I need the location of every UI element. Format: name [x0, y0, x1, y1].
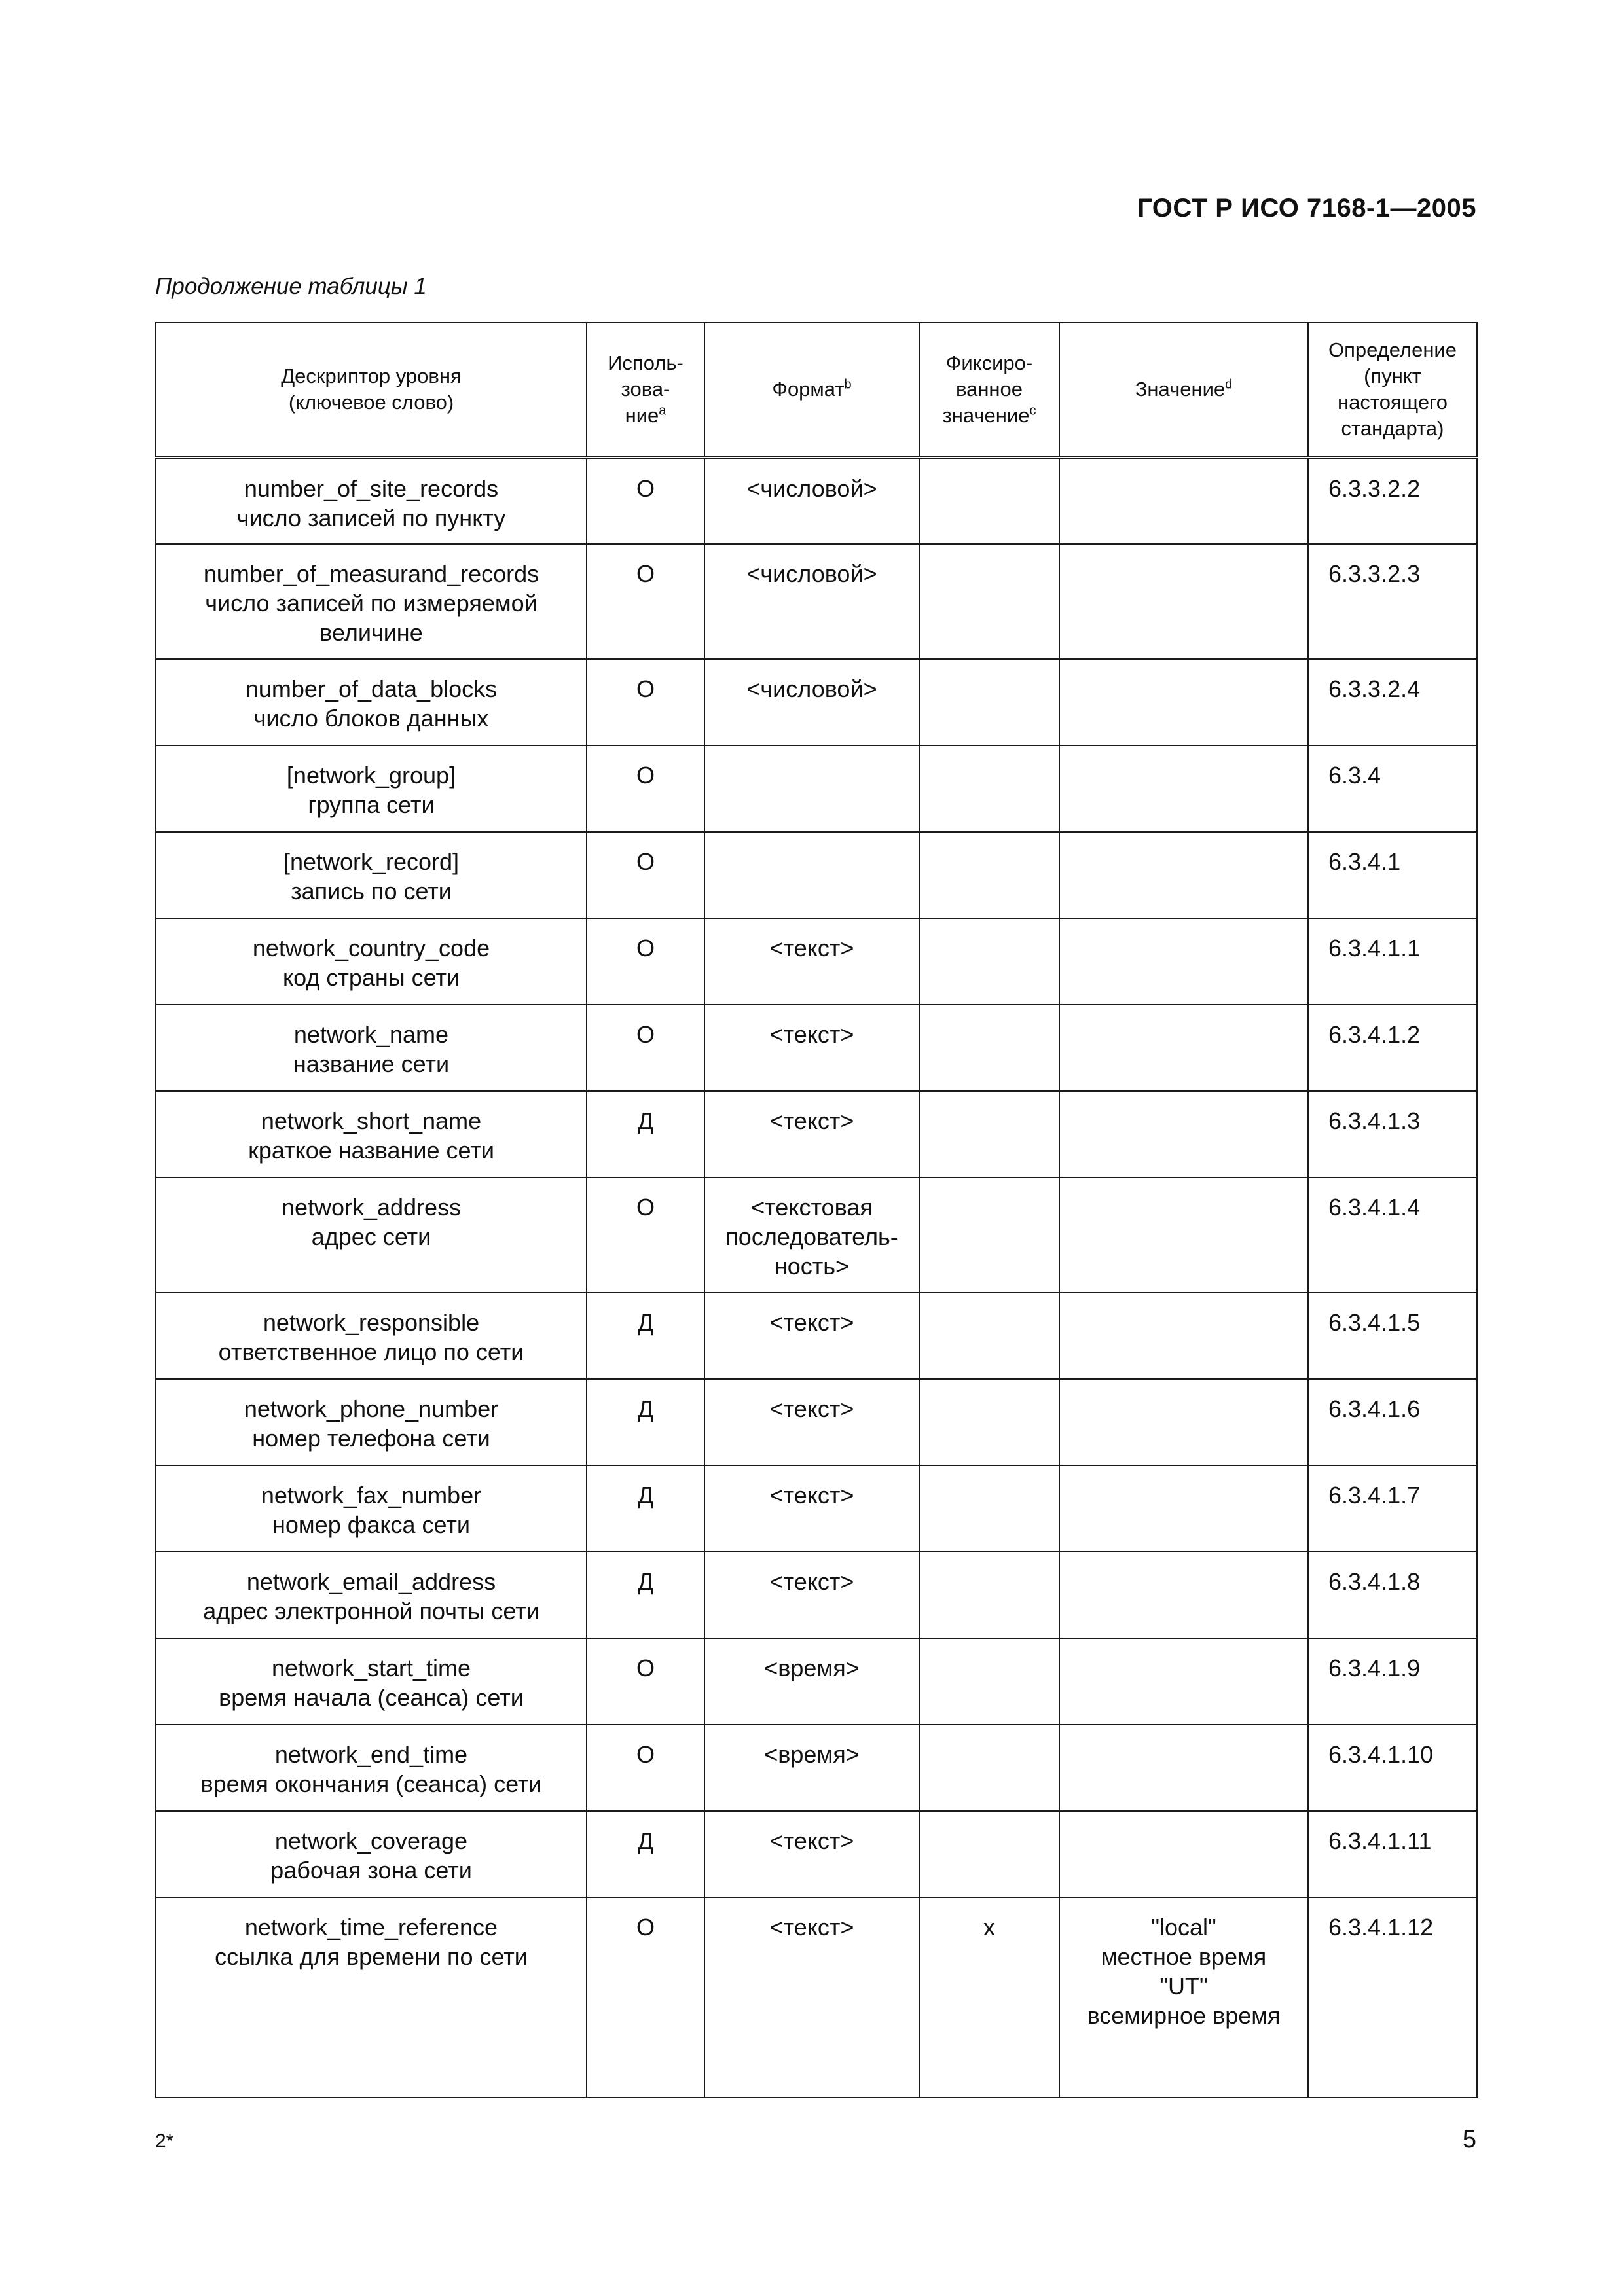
value-cell — [1059, 1005, 1308, 1091]
definition-cell: 6.3.4.1 — [1308, 832, 1477, 918]
table-caption: Продолжение таблицы 1 — [155, 274, 427, 299]
descriptor-keyword: network_short_name — [261, 1107, 482, 1134]
descriptor-keyword: [network_record] — [283, 848, 460, 875]
descriptor-keyword: network_address — [281, 1194, 462, 1221]
format-cell: <числовой> — [704, 457, 919, 544]
value-cell — [1059, 1091, 1308, 1177]
format-cell: <текст> — [704, 1897, 919, 2098]
fixed-value-cell — [919, 1725, 1059, 1811]
table-row — [156, 544, 1477, 659]
table-row — [156, 1177, 1477, 1293]
usage-cell: О — [587, 457, 704, 544]
header-format — [704, 323, 919, 457]
fixed-value-cell — [919, 1465, 1059, 1552]
fixed-value-cell — [919, 1552, 1059, 1638]
usage-cell: О — [587, 918, 704, 1005]
footnote-marker: d — [1225, 377, 1233, 392]
usage-cell: Д — [587, 1293, 704, 1379]
fixed-value-cell — [919, 1638, 1059, 1725]
table-row — [156, 1293, 1477, 1379]
descriptor-keyword: network_email_address — [246, 1568, 496, 1595]
value-cell — [1059, 659, 1308, 745]
footnote-marker: b — [844, 377, 852, 392]
fixed-value-cell — [919, 1811, 1059, 1897]
definition-cell: 6.3.4.1.3 — [1308, 1091, 1477, 1177]
format-cell: <текст> — [704, 918, 919, 1005]
usage-cell: О — [587, 1005, 704, 1091]
descriptor-description: число записей по пункту — [236, 505, 506, 531]
value-cell — [1059, 457, 1308, 544]
format-cell: <текст> — [704, 1379, 919, 1465]
usage-cell: О — [587, 745, 704, 832]
header-value-label: Значение — [1135, 378, 1226, 401]
header-definition-line: Определение — [1328, 338, 1457, 361]
header-format-label: Формат — [772, 378, 845, 401]
header-usage — [587, 323, 704, 457]
value-cell — [1059, 918, 1308, 1005]
value-line: "UT" — [1159, 1973, 1208, 2000]
table-row — [156, 1897, 1477, 2098]
usage-cell: О — [587, 1725, 704, 1811]
descriptor-keyword: network_fax_number — [261, 1482, 482, 1509]
usage-cell: Д — [587, 1811, 704, 1897]
footnote-marker: c — [1029, 403, 1036, 418]
descriptor-keyword: network_country_code — [252, 935, 490, 961]
descriptor-description: название сети — [293, 1050, 450, 1077]
descriptor-keyword: number_of_site_records — [244, 475, 499, 502]
fixed-value-cell — [919, 544, 1059, 659]
value-cell — [1059, 1177, 1308, 1293]
descriptor-description: ответственное лицо по сети — [218, 1338, 524, 1365]
descriptor-cell — [156, 1465, 587, 1552]
header-value — [1059, 323, 1308, 457]
table-row — [156, 659, 1477, 745]
descriptor-description: время окончания (сеанса) сети — [200, 1770, 542, 1797]
descriptor-description: время начала (сеанса) сети — [219, 1684, 524, 1711]
table-row — [156, 1552, 1477, 1638]
footer-mark: 2* — [155, 2130, 174, 2152]
value-cell — [1059, 1293, 1308, 1379]
format-cell — [704, 745, 919, 832]
format-cell: <текст> — [704, 1552, 919, 1638]
descriptor-cell — [156, 1811, 587, 1897]
footnote-marker: a — [659, 403, 666, 418]
descriptor-keyword: network_time_reference — [244, 1914, 498, 1941]
value-cell — [1059, 745, 1308, 832]
descriptor-keyword: network_coverage — [274, 1827, 468, 1854]
descriptor-keyword: network_name — [293, 1021, 449, 1048]
descriptor-cell — [156, 1091, 587, 1177]
header-definition — [1308, 323, 1477, 457]
table-row — [156, 1725, 1477, 1811]
value-cell — [1059, 1379, 1308, 1465]
page-number: 5 — [1462, 2126, 1476, 2153]
header-usage-line: ние — [625, 404, 659, 427]
table-row — [156, 1091, 1477, 1177]
value-cell — [1059, 1897, 1308, 2098]
descriptor-keyword: number_of_data_blocks — [245, 675, 498, 702]
header-definition-line: (пункт — [1364, 365, 1421, 387]
header-descriptor-line: Дескриптор уровня — [281, 365, 462, 387]
descriptor-cell — [156, 1638, 587, 1725]
descriptor-cell — [156, 1005, 587, 1091]
format-cell: <время> — [704, 1725, 919, 1811]
descriptor-keyword: [network_group] — [286, 762, 456, 789]
definition-cell: 6.3.4 — [1308, 745, 1477, 832]
descriptor-cell — [156, 1552, 587, 1638]
definition-cell: 6.3.4.1.8 — [1308, 1552, 1477, 1638]
descriptor-description: адрес электронной почты сети — [203, 1598, 539, 1624]
definition-cell: 6.3.3.2.3 — [1308, 544, 1477, 659]
descriptor-description: группа сети — [308, 791, 435, 818]
definition-cell: 6.3.3.2.4 — [1308, 659, 1477, 745]
fixed-value-cell — [919, 1379, 1059, 1465]
descriptor-cell — [156, 1177, 587, 1293]
descriptor-keyword: network_responsible — [263, 1309, 480, 1336]
descriptor-description: число записей по измеряемой величине — [205, 590, 538, 646]
descriptor-cell — [156, 659, 587, 745]
header-definition-line: стандарта) — [1341, 417, 1444, 440]
usage-cell: О — [587, 1897, 704, 2098]
definition-cell: 6.3.4.1.4 — [1308, 1177, 1477, 1293]
descriptor-keyword: network_end_time — [274, 1741, 468, 1768]
format-cell: <числовой> — [704, 544, 919, 659]
value-cell — [1059, 1811, 1308, 1897]
fixed-value-cell — [919, 832, 1059, 918]
descriptor-description: краткое название сети — [248, 1137, 494, 1164]
table-row — [156, 832, 1477, 918]
descriptor-description: рабочая зона сети — [270, 1857, 472, 1884]
definition-cell: 6.3.4.1.2 — [1308, 1005, 1477, 1091]
value-cell — [1059, 832, 1308, 918]
fixed-value-cell — [919, 1005, 1059, 1091]
value-cell — [1059, 544, 1308, 659]
usage-cell: Д — [587, 1465, 704, 1552]
definition-cell: 6.3.4.1.6 — [1308, 1379, 1477, 1465]
table-body — [156, 457, 1477, 2098]
descriptor-keyword: number_of_measurand_records — [203, 560, 539, 587]
table-row — [156, 457, 1477, 544]
fixed-value-cell — [919, 918, 1059, 1005]
value-cell — [1059, 1552, 1308, 1638]
descriptor-table — [155, 322, 1478, 2098]
value-line: "local" — [1151, 1914, 1216, 1941]
table-row — [156, 918, 1477, 1005]
definition-cell: 6.3.4.1.11 — [1308, 1811, 1477, 1897]
descriptor-description: адрес сети — [311, 1223, 431, 1250]
fixed-value-cell — [919, 457, 1059, 544]
table-row — [156, 1638, 1477, 1725]
header-usage-line: зова- — [621, 378, 670, 401]
fixed-value-cell — [919, 745, 1059, 832]
descriptor-description: ссылка для времени по сети — [215, 1943, 528, 1970]
fixed-value-cell — [919, 1177, 1059, 1293]
header-definition-line: настоящего — [1337, 391, 1448, 414]
definition-cell: 6.3.4.1.5 — [1308, 1293, 1477, 1379]
descriptor-description: число блоков данных — [253, 705, 489, 732]
descriptor-description: номер факса сети — [272, 1511, 470, 1538]
header-fixed-line: значение — [942, 404, 1030, 427]
fixed-value-cell — [919, 1091, 1059, 1177]
usage-cell: О — [587, 659, 704, 745]
descriptor-cell — [156, 1725, 587, 1811]
value-cell — [1059, 1465, 1308, 1552]
format-cell: <текст> — [704, 1293, 919, 1379]
descriptor-cell — [156, 1379, 587, 1465]
table-header-row — [156, 323, 1477, 457]
format-cell: <текст> — [704, 1465, 919, 1552]
descriptor-cell — [156, 832, 587, 918]
format-cell: <текст> — [704, 1005, 919, 1091]
header-usage-line: Исполь- — [608, 351, 684, 374]
definition-cell: 6.3.3.2.2 — [1308, 457, 1477, 544]
format-cell: <текст> — [704, 1811, 919, 1897]
header-fixed-line: ванное — [955, 378, 1023, 401]
usage-cell: О — [587, 832, 704, 918]
descriptor-description: код страны сети — [282, 964, 460, 991]
descriptor-cell — [156, 918, 587, 1005]
descriptor-cell — [156, 1293, 587, 1379]
table-row — [156, 1005, 1477, 1091]
descriptor-cell — [156, 544, 587, 659]
header-descriptor-line: (ключевое слово) — [288, 391, 454, 414]
descriptor-keyword: network_phone_number — [244, 1395, 499, 1422]
format-cell: <текстовая последователь-ность> — [704, 1177, 919, 1293]
format-cell: <числовой> — [704, 659, 919, 745]
definition-cell: 6.3.4.1.7 — [1308, 1465, 1477, 1552]
table-row — [156, 745, 1477, 832]
descriptor-cell — [156, 457, 587, 544]
usage-cell: Д — [587, 1552, 704, 1638]
format-cell — [704, 832, 919, 918]
table-row — [156, 1465, 1477, 1552]
header-descriptor — [156, 323, 587, 457]
usage-cell: О — [587, 1638, 704, 1725]
value-cell — [1059, 1725, 1308, 1811]
fixed-value-cell — [919, 659, 1059, 745]
descriptor-cell — [156, 1897, 587, 2098]
usage-cell: Д — [587, 1379, 704, 1465]
header-fixed-line: Фиксиро- — [945, 351, 1033, 374]
fixed-value-cell — [919, 1293, 1059, 1379]
value-line: всемирное время — [1087, 2002, 1281, 2029]
format-cell: <текст> — [704, 1091, 919, 1177]
definition-cell: 6.3.4.1.1 — [1308, 918, 1477, 1005]
descriptor-keyword: network_start_time — [271, 1655, 471, 1681]
value-line: местное время — [1101, 1943, 1267, 1970]
descriptor-description: номер телефона сети — [252, 1425, 490, 1452]
table-row — [156, 1811, 1477, 1897]
definition-cell: 6.3.4.1.12 — [1308, 1897, 1477, 2098]
format-cell: <время> — [704, 1638, 919, 1725]
fixed-value-cell: x — [919, 1897, 1059, 2098]
usage-cell: Д — [587, 1091, 704, 1177]
value-cell — [1059, 1638, 1308, 1725]
usage-cell: О — [587, 544, 704, 659]
table-row — [156, 1379, 1477, 1465]
header-fixed — [919, 323, 1059, 457]
standard-code: ГОСТ Р ИСО 7168-1—2005 — [1137, 194, 1476, 223]
descriptor-cell — [156, 745, 587, 832]
descriptor-description: запись по сети — [291, 878, 452, 905]
usage-cell: О — [587, 1177, 704, 1293]
definition-cell: 6.3.4.1.9 — [1308, 1638, 1477, 1725]
definition-cell: 6.3.4.1.10 — [1308, 1725, 1477, 1811]
